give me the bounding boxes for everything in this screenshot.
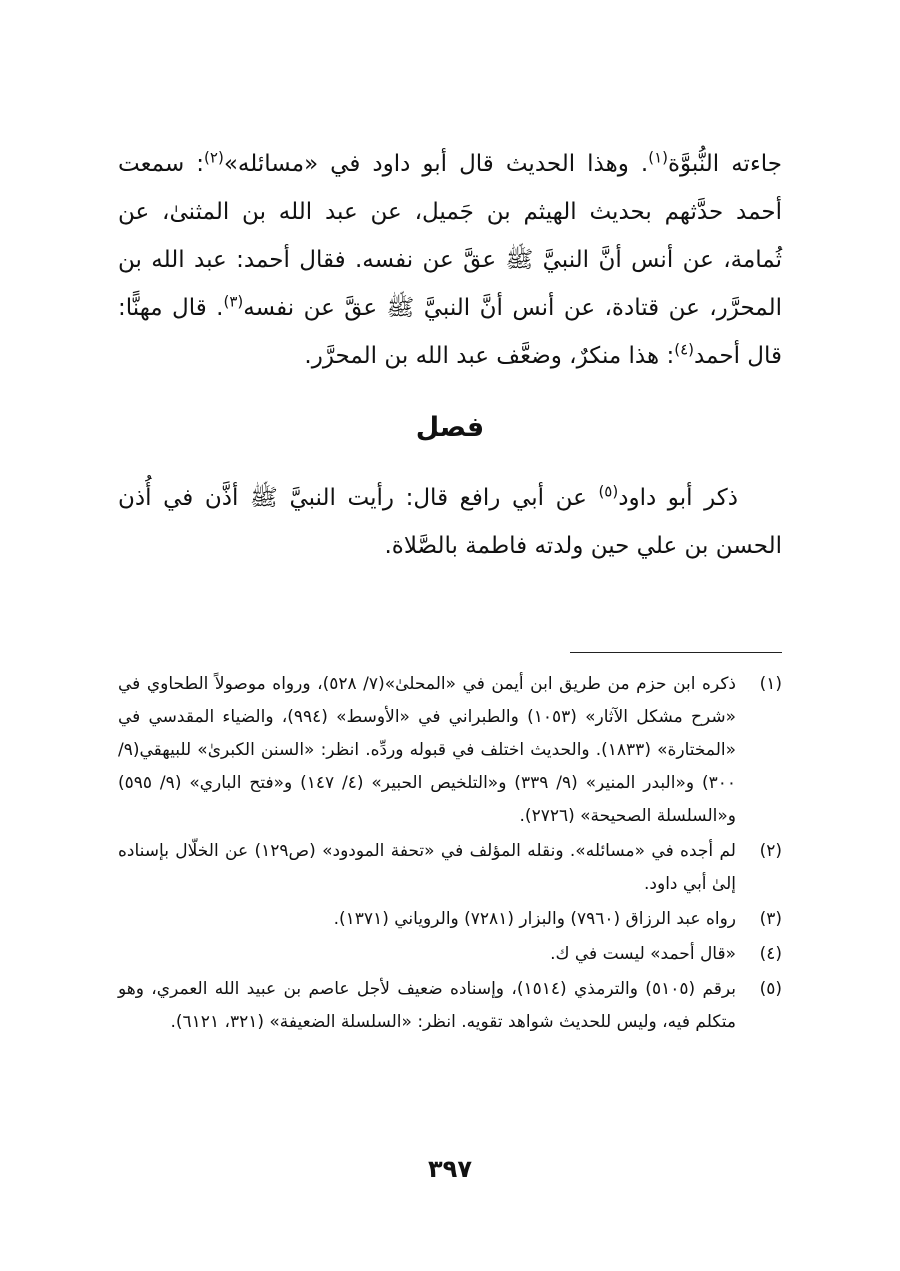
footnote-item xyxy=(118,938,782,971)
paragraph-text: . وهذا الحديث قال أبو داود في «مسائله» xyxy=(223,151,649,177)
footnote-item xyxy=(118,903,782,936)
footnote-ref-1[interactable]: (١) xyxy=(648,148,668,167)
footnote-number: (٢) xyxy=(759,841,782,861)
footnote-text: لم أجده في «مسائله». ونقله المؤلف في «تحفة المودود» (ص١٢٩) عن الخلّال بإسناده إلىٰ أبي داود. xyxy=(118,841,736,894)
paragraph-text: عن أبي رافع قال: رأيت النبيَّ ﷺ أذَّن في أُذن الحسن بن علي حين ولدته فاطمة بالصَّلاة. xyxy=(118,485,782,559)
footnote-number: (٣) xyxy=(759,909,782,929)
footnote-number: (٥) xyxy=(759,979,782,999)
footnote-text: «قال أحمد» ليست في ك. xyxy=(550,944,736,964)
footnote-item xyxy=(118,668,782,833)
page-number: ٣٩٧ xyxy=(428,1155,472,1183)
footnote-text: رواه عبد الرزاق (٧٩٦٠) والبزار (٧٢٨١) والروياني (١٣٧١). xyxy=(333,909,736,929)
footnote-number: (١) xyxy=(759,674,782,694)
footnote-ref-2[interactable]: (٢) xyxy=(204,148,224,167)
footnote-number: (٤) xyxy=(759,944,782,964)
main-paragraph-2 xyxy=(118,474,782,570)
footnote-divider xyxy=(570,652,782,653)
footnote-ref-3[interactable]: (٣) xyxy=(223,292,244,311)
footnote-item xyxy=(118,973,782,1039)
main-paragraph-1 xyxy=(118,140,782,380)
section-heading: فصل xyxy=(415,412,485,443)
footnote-text: برقم (٥١٠٥) والترمذي (١٥١٤)، وإسناده ضعيف لأجل عاصم بن عبيد الله العمري، وهو متكلم فيه، وليس للحديث شواهد تقويه. انظر: «السلسلة الضعيفة» (٣٢١، ٦١٢١). xyxy=(118,979,737,1032)
footnote-item xyxy=(118,835,782,901)
paragraph-text: : هذا منكرٌ، وضعَّف عبد الله بن المحرَّر. xyxy=(304,343,675,369)
paragraph-text: : سمعت أحمد حدَّثهم بحديث الهيثم بن جَميل، عن عبد الله بن المثنىٰ، عن ثُمامة، عن أنس أنَّ النبيَّ ﷺ عقَّ عن نفسه. فقال أحمد: عبد الله بن المحرَّر، عن قتادة، عن أنس أنَّ النبيَّ ﷺ عقَّ عن نفسه xyxy=(118,151,782,321)
footnotes-section xyxy=(118,668,782,1041)
main-content xyxy=(118,140,782,570)
paragraph-text: ذكر أبو داود xyxy=(618,485,738,511)
footnote-text: ذكره ابن حزم من طريق ابن أيمن في «المحلىٰ»(٧/ ٥٢٨)، ورواه موصولاً الطحاوي في «شرح مشكل الآثار» (١٠٥٣) والطبراني في «الأوسط» (٩٩٤)، والضياء المقدسي في «المختارة» (١٨٣٣). والحديث اختلف في قبوله وردِّه. انظر: «السنن الكبرىٰ» للبيهقي(٩/ ٣٠٠) و«البدر المنير» (٩/ ٣٣٩) و«التلخيص الحبير» (٤/ ١٤٧) و«فتح الباري» (٩/ ٥٩٥) و«السلسلة الصحيحة» (٢٧٢٦). xyxy=(118,674,736,826)
footnote-ref-4[interactable]: (٤) xyxy=(674,340,694,359)
footnote-ref-5[interactable]: (٥) xyxy=(598,482,619,501)
paragraph-text: . قال مهنًّا: قال أحمد xyxy=(118,295,782,369)
paragraph-text: جاءته النُّبوَّة xyxy=(667,151,782,177)
